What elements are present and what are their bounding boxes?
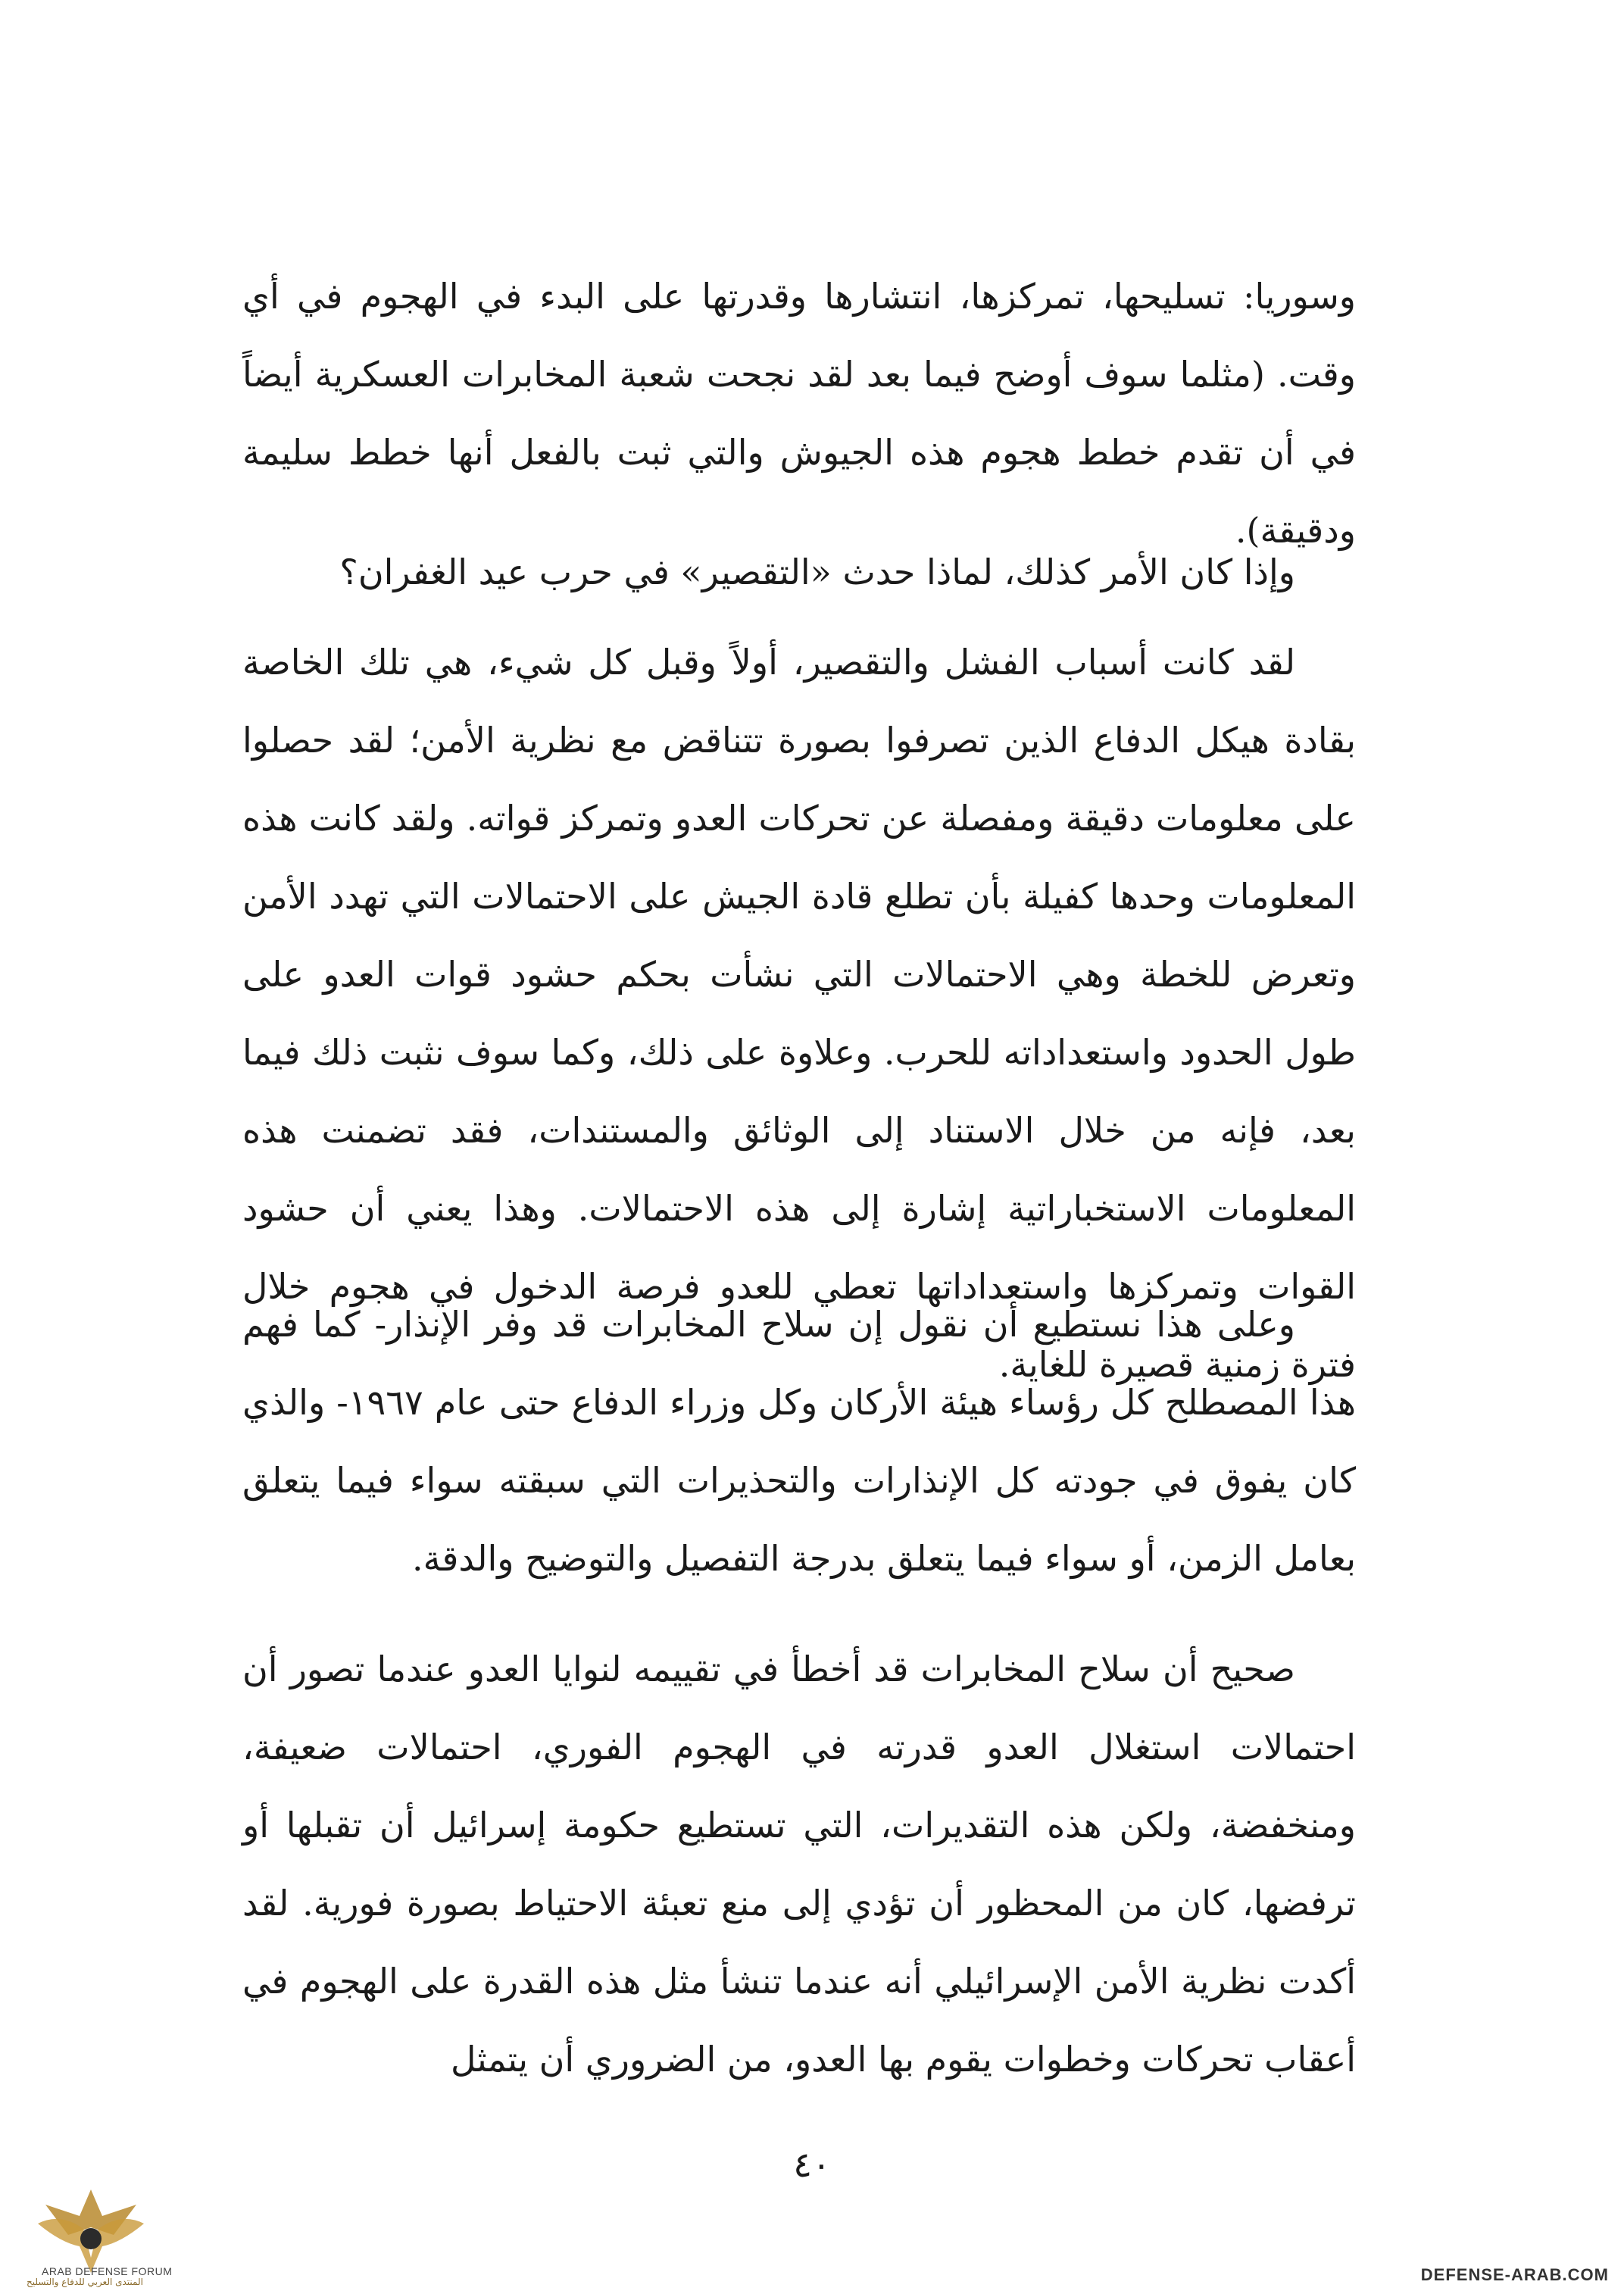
page-number: ٤٠ [793,2144,831,2185]
paragraph-5 [242,1630,1356,2099]
paragraph-2 [242,533,1356,611]
forum-logo-title: ARAB DEFENSE FORUM [42,2265,173,2277]
paragraph-text: صحيح أن سلاح المخابرات قد أخطأ في تقييمه لنوايا العدو عندما تصور أن احتمالات استغلال العدو قدرته في الهجوم الفوري، احتمالات ضعيفة، ومنخفضة، ولكن هذه التقديرات، التي تستطيع حكومة إسرائيل أن تقبلها أو ترفضها، كان من المحظور أن تؤدي إلى منع تعبئة الاحتياط بصورة فورية. لقد أكدت نظرية الأمن الإسرائيلي أنه عندما تنشأ مثل هذه القدرة على الهجوم في أعقاب تحركات وخطوات يقوم بها العدو، من الضروري أن يتمثل [242,1649,1356,2080]
paragraph-1 [242,258,1356,570]
paragraph-text: وعلى هذا نستطيع أن نقول إن سلاح المخابرات قد وفر الإنذار- كما فهم هذا المصطلح كل رؤساء هيئة الأركان وكل وزراء الدفاع حتى عام ١٩٦٧- والذي كان يفوق في جودته كل الإنذارات والتحذيرات التي سبقته سواء فيما يتعلق بعامل الزمن، أو سواء فيما يتعلق بدرجة التفصيل والتوضيح والدقة. [242,1304,1357,1579]
paragraph-text: وإذا كان الأمر كذلك، لماذا حدث «التقصير» في حرب عيد الغفران؟ [339,552,1295,592]
paragraph-text: لقد كانت أسباب الفشل والتقصير، أولاً وقبل كل شيء، هي تلك الخاصة بقادة هيكل الدفاع الذين تصرفوا بصورة تتناقض مع نظرية الأمن؛ لقد حصلوا على معلومات دقيقة ومفصلة عن تحركات العدو وتمركز قواته. ولقد كانت هذه المعلومات وحدها كفيلة بأن تطلع قادة الجيش على الاحتمالات التي تهدد الأمن وتعرض للخطة وهي الاحتمالات التي نشأت بحكم حشود قوات العدو على طول الحدود واستعداداته للحرب. وعلاوة على ذلك، وكما سوف نثبت ذلك فيما بعد، فإنه من خلال الاستناد إلى الوثائق والمستندات، فقد تضمنت هذه المعلومات الاستخباراتية إشارة إلى هذه الاحتمالات. وهذا يعني أن حشود القوات وتمركزها واستعداداتها تعطي للعدو فرصة الدخول في هجوم خلال فترة زمنية قصيرة للغاية. [242,642,1356,1385]
forum-logo-subtitle: المنتدى العربي للدفاع والتسليح [27,2277,143,2287]
paragraph-text: وسوريا: تسليحها، تمركزها، انتشارها وقدرتها على البدء في الهجوم في أي وقت. (مثلما سوف أوضح فيما بعد لقد نجحت شعبة المخابرات العسكرية أيضاً في أن تقدم خطط هجوم هذه الجيوش والتي ثبت بالفعل أنها خطط سليمة ودقيقة). [242,276,1356,551]
site-watermark: DEFENSE-ARAB.COM [1420,2265,1609,2284]
paragraph-4 [242,1286,1356,1598]
